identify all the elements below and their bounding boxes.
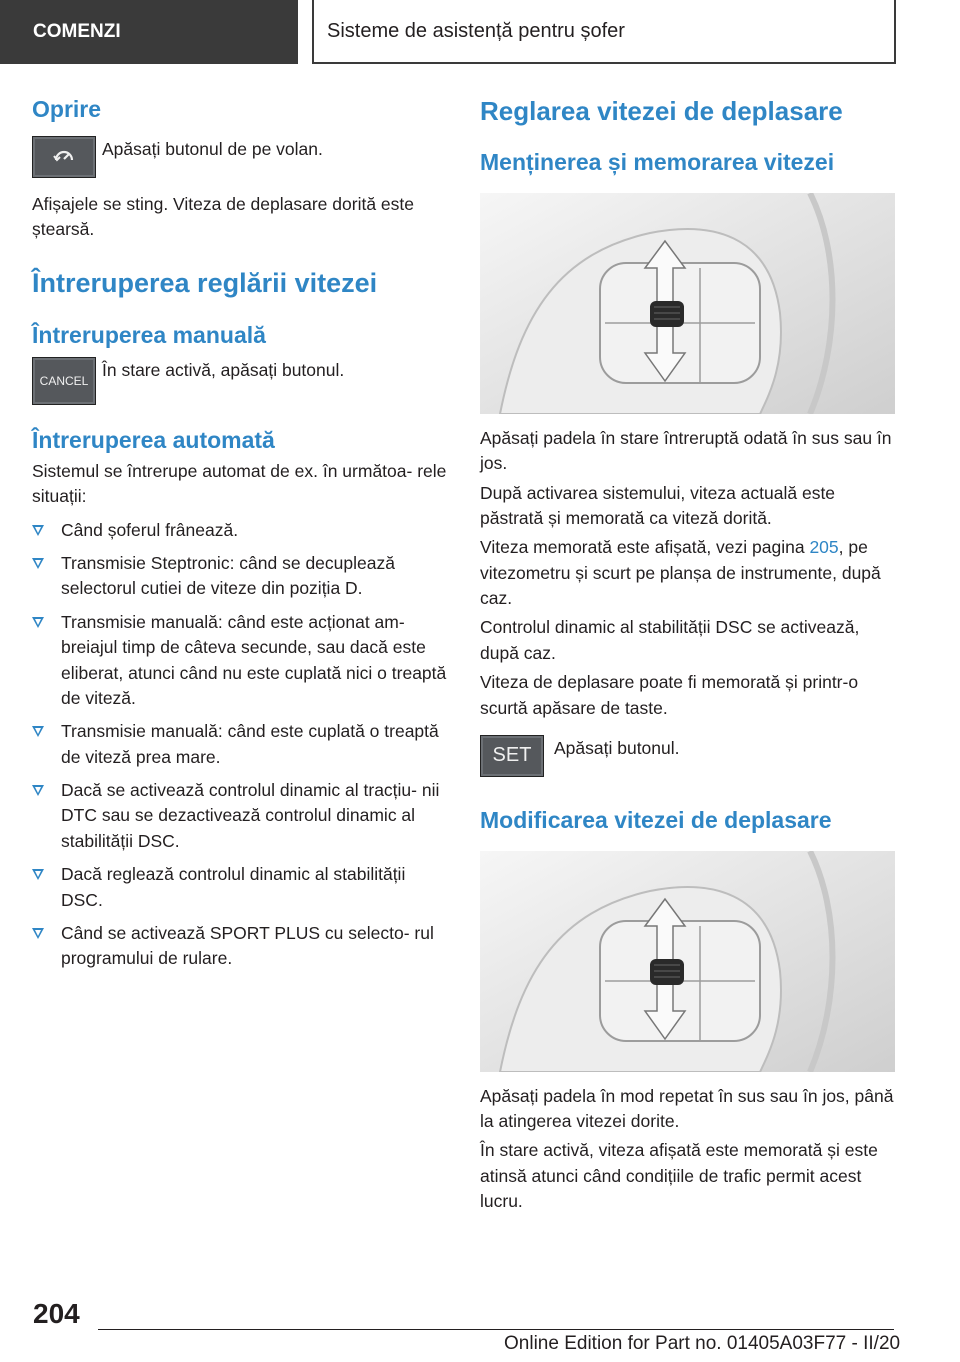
oprire-heading: Oprire bbox=[32, 96, 102, 122]
triangle-bullet-icon bbox=[32, 928, 44, 939]
automata-list bbox=[32, 518, 450, 972]
triangle-bullet-icon bbox=[32, 558, 44, 569]
paragraph-6: Apăsați padela în mod repetat în sus sau în jos, până la atingerea vitezei dorite. bbox=[480, 1085, 894, 1131]
triangle-bullet-icon bbox=[32, 869, 44, 880]
list-item: Dacă reglează controlul dinamic al stabilității DSC. bbox=[32, 862, 450, 913]
automata-intro: Sistemul se întrerupe automat de ex. în următoa‐ rele situații: bbox=[32, 460, 447, 507]
list-item: Transmisie manuală: când este acționat am‐ breiajul timp de câteva secunde, sau dacă este eliberat, atunci când nu este cuplată nici o treaptă de viteză. bbox=[32, 610, 450, 712]
section-label: COMENZI bbox=[33, 21, 121, 42]
set-button-icon bbox=[480, 735, 544, 777]
triangle-bullet-icon bbox=[32, 726, 44, 737]
oprire-button-row bbox=[32, 136, 450, 178]
set-text: Apăsați butonul. bbox=[554, 737, 680, 758]
list-item: Când șoferul frânează. bbox=[32, 518, 450, 543]
page-link[interactable]: 205 bbox=[809, 537, 839, 558]
cancel-button-row bbox=[32, 357, 450, 405]
list-item: Transmisie Steptronic: când se decuplează selectorul cutiei de viteze din poziția D. bbox=[32, 551, 450, 602]
triangle-bullet-icon bbox=[32, 525, 44, 536]
cancel-label: CANCEL bbox=[39, 374, 89, 389]
paragraph-2: După activarea sistemului, viteza actuală este păstrată și memorată ca viteză dorită. bbox=[480, 482, 836, 528]
modificarea-heading: Modificarea vitezei de deplasare bbox=[480, 806, 832, 833]
mentinerea-heading: Menținerea și memorarea vitezei bbox=[480, 149, 835, 176]
list-item: Transmisie manuală: când este cuplată o treaptă de viteză prea mare. bbox=[32, 719, 450, 770]
automata-heading: Întreruperea automată bbox=[32, 427, 275, 454]
edition-text: Online Edition for Part no. 01405A03F77 - II/20 bbox=[504, 1333, 901, 1354]
steering-wheel-paddle-image-2 bbox=[480, 851, 895, 1072]
right-column bbox=[480, 96, 898, 1214]
cruise-control-button-icon bbox=[32, 136, 96, 178]
footer-divider bbox=[98, 1329, 894, 1330]
list-item: Dacă se activează controlul dinamic al tracțiu‐ nii DTC sau se dezactivează controlul dinamic al stabilității DSC. bbox=[32, 778, 450, 854]
intrerupere-heading: Întreruperea reglării vitezei bbox=[32, 268, 378, 299]
chapter-title bbox=[312, 0, 896, 64]
paragraph-4: Controlul dinamic al stabilității DSC se activează, după caz. bbox=[480, 617, 860, 663]
triangle-bullet-icon bbox=[32, 785, 44, 796]
paragraph-7: În stare activă, viteza afișată este memorată și este atinsă atunci când condițiile de trafic permit acest lucru. bbox=[480, 1140, 878, 1211]
paragraph-5: Viteza de deplasare poate fi memorată și printr-o scurtă apăsare de taste. bbox=[480, 672, 859, 718]
steering-wheel-paddle-image bbox=[480, 193, 895, 414]
paragraph-1: Apăsați padela în stare întreruptă odată în sus sau în jos. bbox=[480, 427, 892, 474]
section-tab bbox=[0, 0, 298, 64]
reglarea-heading: Reglarea vitezei de deplasare bbox=[480, 96, 843, 126]
page-number: 204 bbox=[33, 1298, 80, 1329]
triangle-bullet-icon bbox=[32, 617, 44, 628]
oprire-paragraph: Afișajele se sting. Viteza de deplasare dorită este ștearsă. bbox=[32, 193, 414, 239]
paragraph-3: Viteza memorată este afișată, vezi pagina 205, pe vitezometru și scurt pe planșa de instrumente, după caz. bbox=[480, 537, 881, 609]
left-column bbox=[32, 96, 450, 980]
set-label: SET bbox=[492, 744, 532, 767]
cancel-button-icon bbox=[32, 357, 96, 405]
cancel-text: În stare activă, apăsați butonul. bbox=[102, 360, 345, 381]
oprire-button-text: Apăsați butonul de pe volan. bbox=[102, 138, 323, 159]
chapter-title-text: Sisteme de asistență pentru șofer bbox=[327, 19, 625, 42]
manuala-heading: Întreruperea manuală bbox=[32, 321, 266, 348]
set-button-row bbox=[480, 735, 898, 777]
list-item: Când se activează SPORT PLUS cu selecto‐ rul programului de rulare. bbox=[32, 921, 450, 972]
